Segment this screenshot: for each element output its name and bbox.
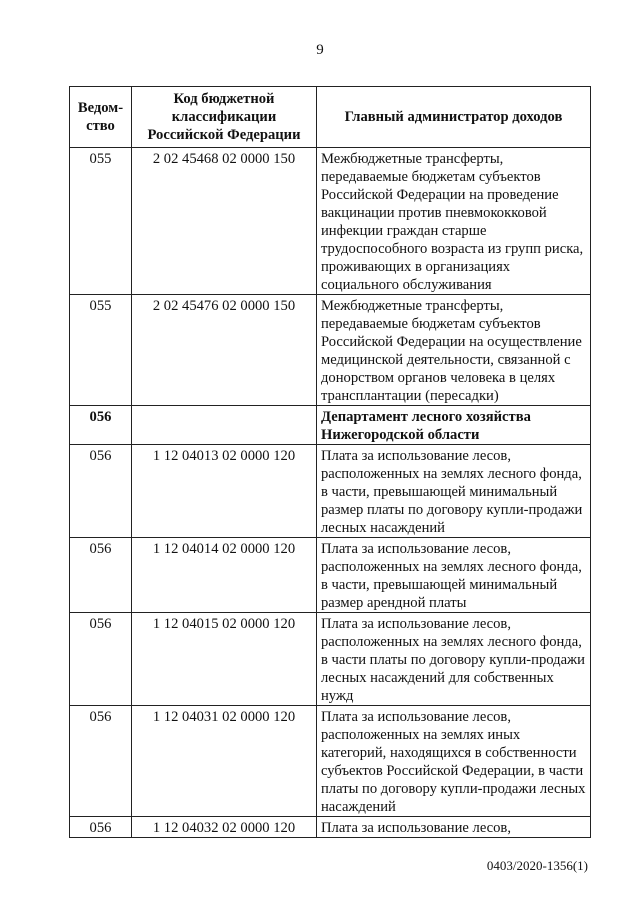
dept-cell: 056: [70, 445, 132, 538]
table-row: [70, 538, 591, 613]
table-row: [70, 817, 591, 838]
header-kbk: Код бюджетной классификации Российской Федерации: [132, 87, 317, 148]
dept-cell: 056: [70, 706, 132, 817]
kbk-cell: 1 12 04013 02 0000 120: [132, 445, 317, 538]
section-row: [70, 406, 591, 445]
kbk-cell: 1 12 04031 02 0000 120: [132, 706, 317, 817]
kbk-cell: 2 02 45468 02 0000 150: [132, 148, 317, 295]
name-cell: Плата за использование лесов,: [317, 817, 591, 838]
page-number: 9: [316, 42, 324, 58]
table-row: [70, 706, 591, 817]
document-code: 0403/2020-1356(1): [486, 858, 588, 873]
kbk-cell: 2 02 45476 02 0000 150: [132, 295, 317, 406]
dept-cell: 056: [70, 817, 132, 838]
kbk-cell: 1 12 04014 02 0000 120: [132, 538, 317, 613]
dept-cell: 055: [70, 148, 132, 295]
dept-cell: 056: [70, 538, 132, 613]
table-row: [70, 148, 591, 295]
header-name: Главный администратор доходов: [317, 87, 591, 148]
name-cell: Плата за использование лесов, расположенных на землях лесного фонда, в части, превышающей минимальный размер платы по договору купли-продажи лесных насаждений: [317, 445, 591, 538]
revenue-administrators-table: [69, 86, 591, 838]
name-cell: Плата за использование лесов, расположенных на землях иных категорий, находящихся в собственности субъектов Российской Федерации, в части платы по договору купли-продажи лесных насаждений: [317, 706, 591, 817]
table-header: [70, 87, 591, 148]
kbk-cell: [132, 406, 317, 445]
table-row: [70, 613, 591, 706]
header-dept: Ведом-ство: [70, 87, 132, 148]
name-cell: Межбюджетные трансферты, передаваемые бюджетам субъектов Российской Федерации на осуществление медицинской деятельности, связанной с донорством органов человека в целях трансплантации (пересадки): [317, 295, 591, 406]
name-cell: Плата за использование лесов, расположенных на землях лесного фонда, в части, превышающей минимальный размер арендной платы: [317, 538, 591, 613]
kbk-cell: 1 12 04015 02 0000 120: [132, 613, 317, 706]
table-row: [70, 445, 591, 538]
kbk-cell: 1 12 04032 02 0000 120: [132, 817, 317, 838]
name-cell: Межбюджетные трансферты, передаваемые бюджетам субъектов Российской Федерации на проведение вакцинации против пневмококковой инфекции граждан старше трудоспособного возраста из групп риска, проживающих в организациях социального обслуживания: [317, 148, 591, 295]
table-body: [70, 148, 591, 838]
header-row: [70, 87, 591, 148]
dept-cell: 055: [70, 295, 132, 406]
name-cell: Плата за использование лесов, расположенных на землях лесного фонда, в части платы по договору купли-продажи лесных насаждений для собственных нужд: [317, 613, 591, 706]
section-name-cell: Департамент лесного хозяйства Нижегородской области: [317, 406, 591, 445]
table-row: [70, 295, 591, 406]
dept-cell: 056: [70, 406, 132, 445]
dept-cell: 056: [70, 613, 132, 706]
